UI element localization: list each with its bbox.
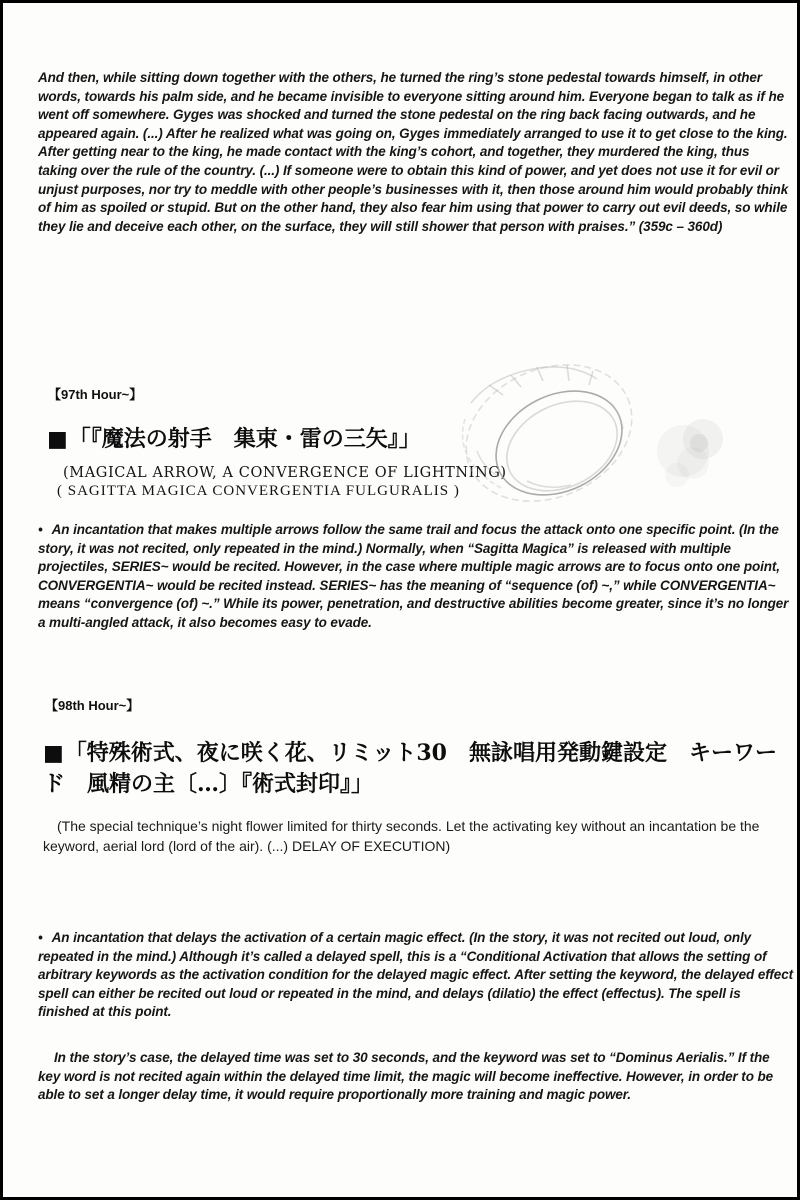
square-marker-icon: ■ [43, 740, 64, 766]
spell-translation-98: (The special technique’s night flower limited for thirty seconds. Let the activating key without an incantation be the keyword, aerial lord (lord of the air). (...) DELAY OF EXECUTION) [43, 818, 760, 854]
bullet-icon: • [38, 930, 43, 945]
spell-title-en-97: (MAGICAL ARROW, A CONVERGENCE OF LIGHTNING) [63, 465, 507, 481]
bullet-icon: • [38, 522, 43, 537]
square-marker-icon: ■ [47, 426, 68, 452]
gyges-quote-paragraph: And then, while sitting down together with the others, he turned the ring’s stone pedestal towards himself, in other words, towards his palm side, and he became invisible to everyone sitting around him. Everyone began to talk as if he went off somewhere. Gyges was shocked and turned the stone pedestal on the ring back facing outwards, and he appeared again. (...) After he realized what was going on, Gyges immediately arranged to use it to get close to the king. After getting near to the king, he made contact with the king’s cohort, and together, they murdered the king, thus taking over the rule of the country. (...) If someone were to obtain this kind of power, and yet does not use it for evil or unjust purposes, nor try to meddle with other people’s businesses with it, then those around him would probably think of him as spoiled or stupid. But on the other hand, they also fear him using that power to carry out evil deeds, so while they lie and deceive each other, on the surface, they will still shower that person with praises.” (359c – 360d) [38, 70, 789, 234]
spell-title-jp-98 [43, 738, 785, 800]
ring-pencil-sketch [441, 355, 791, 503]
pencil-smudge [657, 419, 723, 487]
hour-97-label: 【97th Hour~】 [48, 387, 143, 402]
delay-spell-description-paragraph [38, 929, 794, 1022]
hour-98-label: 【98th Hour~】 [45, 698, 140, 713]
spell-title-jp-98-text: 「特殊術式、夜に咲く花、リミット30 無詠唱用発動鍵設定 キーワード 風精の主〔…〕『術式封印』」 [43, 740, 777, 797]
spell-title-jp-97 [47, 424, 467, 455]
convergentia-description-paragraph [38, 521, 790, 633]
delay-spell-description-text: An incantation that delays the activation of a certain magic effect. (In the story, it was not recited out loud, only repeated in the mind.) Although it’s called a delayed spell, this is a “Conditional Activation that allows the setting of arbitrary keywords as the activation condition for the delayed magic effect. After setting the keyword, the delayed effect spell can either be recited out loud or repeated in the mind, and delays (dilatio) the effect (effectus). The spell is finished at this point. [38, 930, 794, 1020]
spell-title-latin-97: ( SAGITTA MAGICA CONVERGENTIA FULGURALIS ) [57, 483, 460, 499]
spell-title-jp-97-text: 「『魔法の射手 集束・雷の三矢』」 [68, 426, 421, 452]
delay-spell-note-paragraph: In the story’s case, the delayed time was set to 30 seconds, and the keyword was set to “Dominus Aerialis.” If the key word is not recited again within the delayed time limit, the magic will become ineffective. However, in order to be able to set a longer delay time, it would require proportionally more training and magic power. [38, 1050, 774, 1103]
convergentia-description-text: An incantation that makes multiple arrows follow the same trail and focus the attack onto one specific point. (In the story, it was not recited, only repeated in the mind.) Normally, when “Sagitta Magica” is released with multiple projectiles, SERIES~ would be recited. However, in the case where multiple magic arrows are to focus onto one point, CONVERGENTIA~ would be recited instead. SERIES~ has the meaning of “sequence (of) ~,” while CONVERGENTIA~ means “convergence (of) ~.” While its power, penetration, and destructive abilities become greater, since it’s no longer a multi-angled attack, it also becomes easy to evade. [38, 522, 789, 630]
